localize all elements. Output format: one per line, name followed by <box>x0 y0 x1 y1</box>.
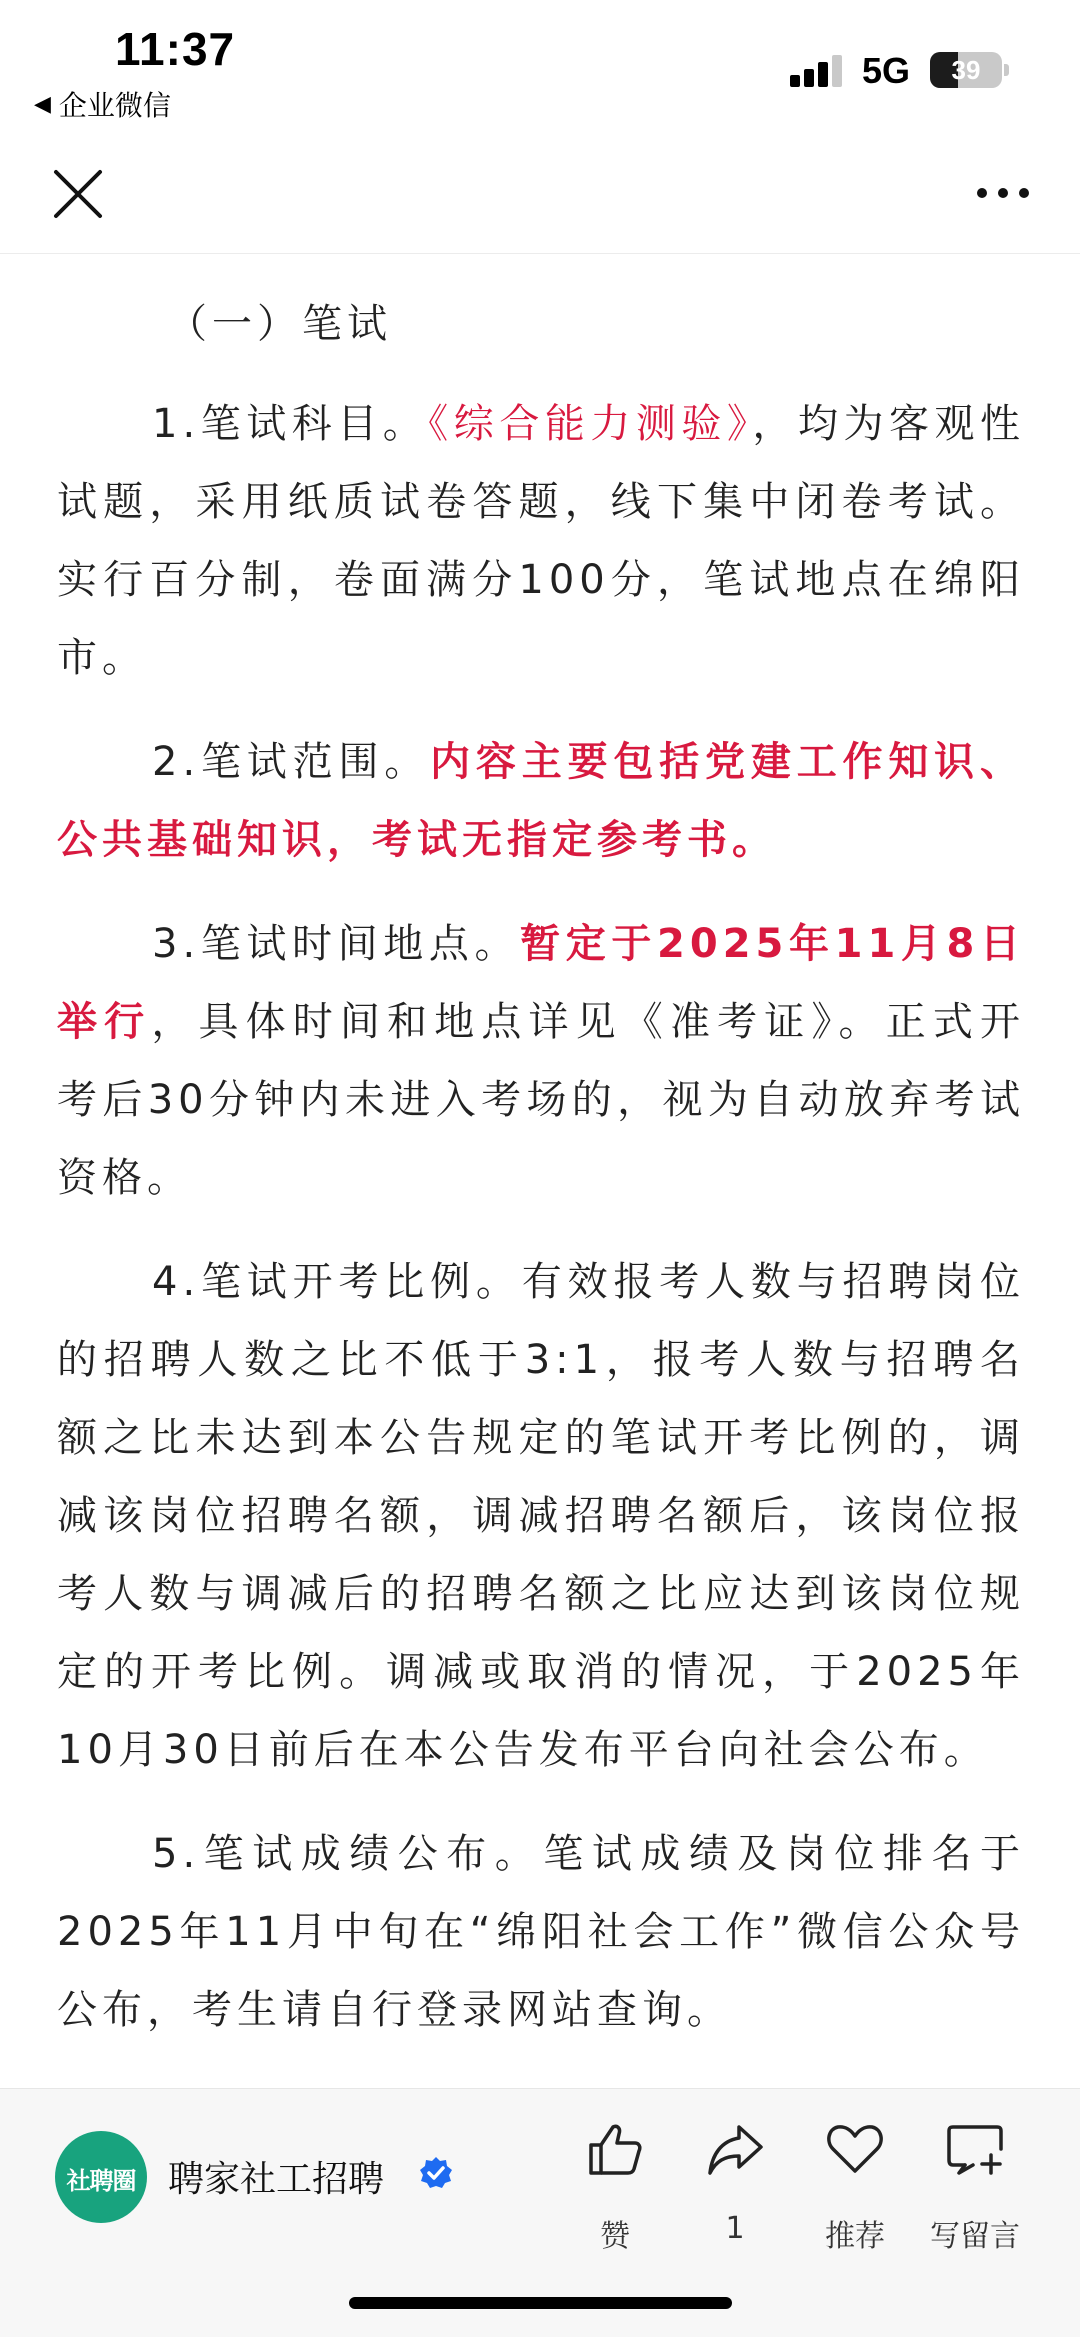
share-button[interactable] <box>675 2119 795 2249</box>
p1-highlight: 《综合能力测验》 <box>428 401 753 447</box>
status-bar <box>0 0 1080 150</box>
recommend-button[interactable] <box>795 2119 915 2254</box>
like-button[interactable] <box>555 2119 675 2254</box>
thumbs-up-icon <box>585 2119 645 2179</box>
status-time: 11:37 <box>115 23 236 75</box>
share-count: 1 <box>725 2211 745 2246</box>
close-button[interactable] <box>48 164 108 224</box>
nav-bar <box>0 150 1080 254</box>
p1-body: ，均为客观性试题，采用纸质试卷答题，线下集中闭卷考试。实行百分制，卷面满分100分，笔试地点在绵阳市。 <box>57 401 1025 681</box>
signal-strength-icon <box>790 55 844 87</box>
comment-button[interactable] <box>915 2119 1035 2254</box>
comment-icon <box>945 2119 1005 2179</box>
share-icon <box>705 2119 765 2179</box>
home-indicator[interactable] <box>349 2297 732 2309</box>
recommend-label: 推荐 <box>825 2219 885 2254</box>
paragraph-exam-subject <box>57 385 1025 697</box>
paragraph-exam-time <box>57 905 1025 1217</box>
paragraph-exam-scope <box>57 723 1025 879</box>
p3-body: ，具体时间和地点详见《准考证》。正式开考后30分钟内未进入考场的，视为自动放弃考试资格。 <box>57 999 1025 1201</box>
close-icon <box>48 164 108 224</box>
more-options-button[interactable] <box>968 168 1038 218</box>
p2-highlight: 内容主要包括党建工作知识、公共基础知识，考试无指定参考书。 <box>57 739 1025 863</box>
comment-label: 写留言 <box>930 2219 1020 2254</box>
heart-icon <box>825 2119 885 2179</box>
like-label: 赞 <box>600 2219 630 2254</box>
p3-highlight: 暂定于2025年11月8日举行 <box>57 921 1025 1045</box>
account-logo-text: 社聘圈 <box>66 2167 136 2195</box>
network-type: 5G <box>862 50 911 91</box>
back-app-label: 企业微信 <box>58 89 171 122</box>
back-to-app-button[interactable] <box>34 84 171 124</box>
back-triangle-icon: ◀ <box>34 91 51 117</box>
section-heading: （一）笔试 <box>167 301 392 347</box>
battery-tip <box>1004 64 1009 76</box>
p3-lead: 3.笔试时间地点。 <box>152 921 521 967</box>
verified-icon <box>418 2155 454 2191</box>
p2-lead: 2.笔试范围。 <box>152 739 431 785</box>
paragraph-exam-results: 5.笔试成绩公布。笔试成绩及岗位排名于2025年11月中旬在“绵阳社会工作”微信公众号公布，考生请自行登录网站查询。 <box>57 1831 1025 2033</box>
article-body <box>57 285 1025 2085</box>
paragraph-exam-ratio: 4.笔试开考比例。有效报考人数与招聘岗位的招聘人数之比不低于3:1，报考人数与招聘名额之比未达到本公告规定的笔试开考比例的，调减该岗位招聘名额，调减招聘名额后，该岗位报考人数与调减后的招聘名额之比应达到该岗位规定的开考比例。调减或取消的情况，于2025年10月30日前后在本公告发布平台向社会公布。 <box>57 1259 1025 1773</box>
more-icon <box>968 168 1038 218</box>
battery-icon <box>930 52 1002 88</box>
battery-level: 39 <box>951 55 981 85</box>
account-name[interactable]: 聘家社工招聘 <box>168 2159 385 2200</box>
account-avatar[interactable] <box>55 2131 147 2223</box>
p1-lead: 1.笔试科目。 <box>152 401 429 447</box>
